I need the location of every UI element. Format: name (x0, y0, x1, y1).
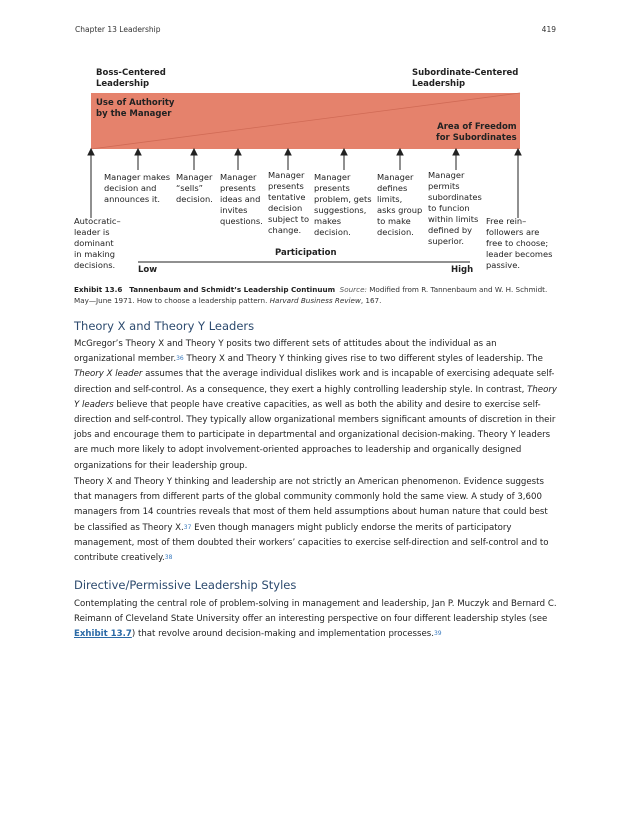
behavior-line: decision. (314, 227, 351, 237)
left-end-line: Autocratic– (74, 216, 121, 226)
subordinate-centered-line: Leadership (412, 79, 466, 89)
behavior-line: problem, gets (314, 194, 372, 204)
paragraph-theory-x-y-2 (74, 475, 558, 566)
behavior-line: presents (268, 181, 304, 191)
behavior-line: within limits (428, 214, 479, 224)
behavior-line: Manager (314, 172, 351, 182)
arrow-head (191, 149, 197, 155)
left-end-line: dominant (74, 238, 114, 248)
arrow-head (135, 149, 141, 155)
behavior-1 (104, 172, 170, 205)
behavior-line: Manager makes (104, 172, 171, 182)
behavior-line: ideas and (220, 194, 261, 204)
axis-high-label: High (451, 265, 474, 275)
endnote-ref[interactable]: 39 (433, 630, 442, 638)
section-heading-directive-permissive: Directive/Permissive Leadership Styles (74, 578, 297, 592)
text-run: Even though managers might publicly endorse the merits of participatory management, most of them doubted their workers’ capacities to exercise self-direction and self-control and to contribute creatively. (74, 522, 549, 564)
behavior-line: tentative (268, 192, 306, 202)
behavior-line: Manager (377, 172, 414, 182)
text-run: McGregor’s Theory X and Theory Y posits two different sets of attitudes about the individual as an organizational member. (74, 339, 497, 365)
freedom-line: Area of Freedom (437, 122, 517, 132)
leadership-continuum-figure (72, 66, 562, 284)
arrow-head (285, 149, 291, 155)
right-end-line: free to choose; (486, 238, 549, 248)
behavior-6 (377, 172, 422, 238)
behavior-line: decision. (176, 194, 213, 204)
arrow-head (515, 149, 521, 155)
left-end-line: decisions. (74, 260, 116, 270)
emphasis-term: Theory X leader (74, 369, 143, 380)
arrow-head (453, 149, 459, 155)
emphasis-term: Theory Y leaders (74, 384, 557, 410)
arrow-head (88, 149, 94, 155)
behavior-line: decision. (377, 227, 414, 237)
text-run: Theory X and Theory Y thinking and leadership are not strictly an American phenomenon. Evidence suggests that managers from different parts of the global community commonly hold the same view. A study of 3,600 managers from 14 countries reveals that most of them held assumptions about human nature that could best be classified as Theory X. (74, 477, 548, 533)
behavior-line: invites (220, 205, 248, 215)
behavior-line: questions. (220, 216, 263, 226)
arrow-head (341, 149, 347, 155)
behavior-line: Manager (428, 170, 465, 180)
freedom-line: for Subordinates (436, 133, 517, 143)
page-header (75, 25, 556, 37)
authority-line: by the Manager (96, 109, 172, 119)
behavior-line: suggestions, (314, 205, 367, 215)
behavior-line: defines (377, 183, 408, 193)
autocratic-end-label (74, 216, 121, 271)
exhibit-13-7-link[interactable]: Exhibit 13.7 (74, 629, 132, 640)
arrow-head (235, 149, 241, 155)
arrow-head (397, 149, 403, 155)
behavior-line: asks group (377, 205, 423, 215)
behavior-line: presents (314, 183, 350, 193)
caption-title: Tannenbaum and Schmidt’s Leadership Continuum (129, 285, 336, 294)
subordinate-centered-line: Subordinate-Centered (412, 68, 519, 78)
behavior-4 (268, 170, 309, 236)
caption-number: Exhibit 13.6 (74, 285, 123, 294)
right-end-line: leader becomes (486, 249, 553, 259)
right-end-line: passive. (486, 260, 520, 270)
behavior-2 (176, 172, 213, 205)
axis-low-label: Low (138, 265, 158, 275)
caption-source-text: Modified from R. Tannenbaum and W. H. Schmidt. May—June 1971. How to choose a leadership pattern. (74, 285, 548, 305)
behavior-5 (314, 172, 372, 238)
boss-centered-line: Leadership (96, 79, 150, 89)
paragraph-theory-x-y-1 (74, 337, 558, 474)
caption-journal: Harvard Business Review (269, 296, 361, 305)
behavior-line: Manager (268, 170, 305, 180)
use-of-authority-label (96, 98, 174, 120)
behavior-line: makes (314, 216, 342, 226)
free-rein-end-label (486, 216, 552, 271)
text-run: Contemplating the central role of problem-solving in management and leadership, Jan P. Muczyk and Bernard C. Reimann of Cleveland State University offer an interesting perspective on four different leadership styles (see (74, 599, 557, 625)
paragraph-directive-permissive (74, 597, 558, 643)
right-end-line: Free rein– (486, 216, 527, 226)
behavior-line: to make (377, 216, 411, 226)
behavior-line: presents (220, 183, 256, 193)
behavior-3 (220, 172, 263, 227)
endnote-ref[interactable]: 37 (183, 523, 192, 531)
behavior-line: superior. (428, 236, 465, 246)
behavior-line: Manager (220, 172, 257, 182)
behavior-line: subject to (268, 214, 310, 224)
behavior-line: announces it. (104, 194, 161, 204)
behavior-line: limits, (377, 194, 403, 204)
behavior-line: decision (268, 203, 303, 213)
behavior-line: permits (428, 181, 460, 191)
endnote-ref[interactable]: 36 (176, 355, 184, 363)
authority-line: Use of Authority (96, 98, 175, 108)
behavior-line: to funcion (428, 203, 470, 213)
behavior-line: decision and (104, 183, 157, 193)
behavior-line: Manager (176, 172, 213, 182)
behavior-line: defined by (428, 225, 473, 235)
behavior-7 (428, 170, 482, 247)
figure-caption (74, 284, 554, 306)
behavior-line: “sells” (176, 183, 203, 193)
text-run: ) that revolve around decision-making and implementation processes. (131, 629, 434, 640)
caption-pages: , 167. (360, 296, 382, 305)
text-run: Theory X and Theory Y thinking gives rise to two different styles of leadership. The (183, 354, 543, 365)
endnote-ref[interactable]: 38 (164, 554, 173, 562)
area-of-freedom-label (436, 122, 517, 144)
caption-source-label: Source: (339, 285, 367, 294)
participation-axis-title: Participation (275, 248, 337, 258)
running-head-chapter: Chapter 13 Leadership (75, 25, 161, 34)
behavior-line: subordinates (428, 192, 482, 202)
left-end-line: in making (74, 249, 116, 259)
behavior-line: change. (268, 225, 302, 235)
text-run: believe that people have creative capacities, as well as both the ability and desire to exercise self-direction and self-control. They typically allow organizational members significant amounts of discretion in their jobs and encourage them to participate in departmental and organizational decision-making. Theory Y leaders are much more likely to adopt involvement-oriented approaches to leadership and organically designed organizations for their leadership group. (74, 399, 556, 471)
right-end-line: followers are (486, 227, 540, 237)
text-run: assumes that the average individual dislikes work and is incapable of exercising adequate self-direction and self-control. As a consequence, they exert a highly controlling leadership style. In contrast, (74, 369, 555, 395)
left-end-line: leader is (74, 227, 110, 237)
boss-centered-line: Boss-Centered (96, 68, 166, 78)
section-heading-theory-x-y: Theory X and Theory Y Leaders (74, 319, 255, 333)
page-number: 419 (541, 25, 556, 34)
